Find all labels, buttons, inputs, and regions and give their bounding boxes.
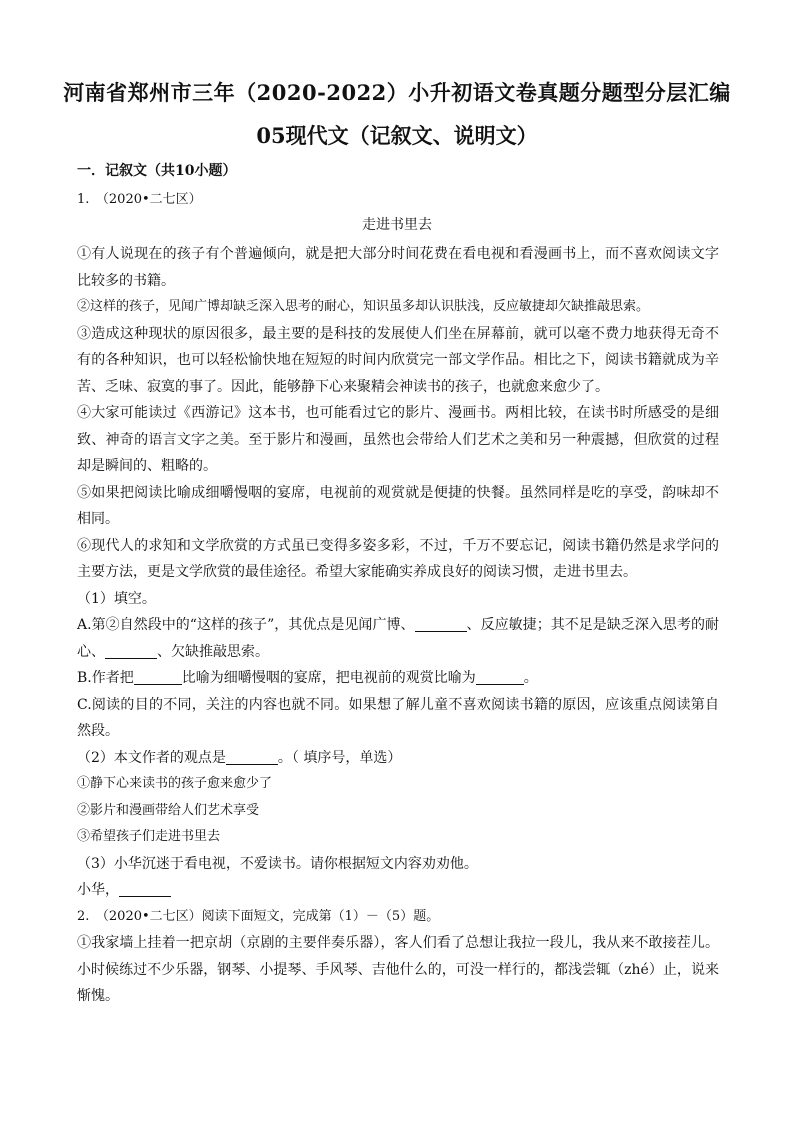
sub-question-1-b (77, 665, 719, 692)
passage-paragraph-1: ①有人说现在的孩子有个普遍倾向，就是把大部分时间花费在看电视和看漫画书上，而不喜欢阅读文字比较多的书籍。 (77, 246, 719, 289)
answer-blank[interactable] (415, 617, 467, 632)
document-subtitle: 05现代文（记叙文、说明文） (256, 123, 538, 148)
option-1: ①静下心来读书的孩子愈来愈少了 (77, 776, 273, 791)
answer-blank[interactable] (119, 882, 171, 897)
answer-blank[interactable] (476, 670, 524, 685)
passage-paragraph-2: ②这样的孩子，见闻广博却缺乏深入思考的耐心，知识虽多却认识肤浅，反应敏捷却欠缺推敲思索。 (77, 299, 650, 314)
sub-question-1-a-text-1: A.第②自然段中的“这样的孩子”，其优点是见闻广博、 (77, 617, 415, 633)
sub-question-3: （3）小华沉迷于看电视，不爱读书。请你根据短文内容劝劝他。 (77, 855, 478, 872)
sub-question-2-text-2: 。（ 填序号，单选） (277, 749, 402, 766)
question-2-label: 2. （2020•二七区）阅读下面短文，完成第（1）－（5）题。 (77, 908, 440, 924)
sub-question-1-c: C.阅读的目的不同，关注的内容也就不同。如果想了解儿童不喜欢阅读书籍的原因，应该重点阅读第自然段。 (77, 696, 719, 739)
section-heading: 一．记叙文（共10小题） (77, 163, 237, 179)
option-3: ③希望孩子们走进书里去 (77, 829, 221, 844)
passage-paragraph-4: ④大家可能读过《西游记》这本书，也可能看过它的影片、漫画书。两相比较，在读书时所感受的是细致、神奇的语言文字之美。至于影片和漫画，虽然也会带给人们艺术之美和另一种震撼，但欣赏的过程却是瞬间的、粗略的。 (77, 405, 719, 474)
answer-blank[interactable] (134, 670, 182, 685)
sub-question-3-answer (77, 877, 719, 904)
passage-paragraph-3: ③造成这种现状的原因很多，最主要的是科技的发展使人们坐在屏幕前，就可以毫不费力地获得无奇不有的各种知识，也可以轻松愉快地在短短的时间内欣赏完一部文学作品。相比之下，阅读书籍就成为辛苦、乏味、寂寞的事了。因此，能够静下心来聚精会神读书的孩子，也就愈来愈少了。 (77, 325, 719, 395)
sub-question-1-a (77, 612, 719, 665)
sub-question-3-answer-prefix: 小华， (77, 882, 119, 898)
option-2: ②影片和漫画带给人们艺术享受 (77, 802, 260, 818)
question-1-label: 1. （2020•二七区） (77, 192, 202, 207)
sub-question-1-b-text-2: 比喻为细嚼慢咽的宴席，把电视前的观赏比喻为 (181, 670, 476, 686)
passage-paragraph-5: ⑤如果把阅读比喻成细嚼慢咽的宴席，电视前的观赏就是便捷的快餐。虽然同样是吃的享受，韵味却不相同。 (77, 484, 719, 527)
sub-question-2 (77, 745, 719, 772)
answer-blank[interactable] (105, 644, 157, 659)
sub-question-1-b-text-1: B.作者把 (77, 670, 134, 686)
answer-blank[interactable] (226, 750, 278, 765)
passage-paragraph-6: ⑥现代人的求知和文学欣赏的方式虽已变得多姿多彩，不过，千万不要忘记，阅读书籍仍然是求学问的主要方法，更是文学欣赏的最佳途径。希望大家能确实养成良好的阅读习惯，走进书里去。 (77, 537, 719, 580)
passage-title: 走进书里去 (362, 217, 432, 233)
sub-question-2-text-1: （2）本文作者的观点是 (77, 749, 226, 766)
document-body (77, 241, 719, 1010)
sub-question-1-b-text-3: 。 (523, 670, 538, 686)
sub-question-1-a-text-3: 、欠缺推敲思索。 (157, 643, 269, 660)
question-2-paragraph-1: ①我家墙上挂着一把京胡（京剧的主要伴奏乐器），客人们看了总想让我拉一段儿，我从来不敢接茬儿。小时候练过不少乐器，钢琴、小提琴、手风琴、吉他什么的，可没一样行的，都浅尝辄（zhé）止，说来惭愧。 (77, 935, 719, 1004)
sub-question-1-label: （1）填空。 (77, 590, 156, 607)
document-title: 河南省郑州市三年（2020-2022）小升初语文卷真题分题型分层汇编 (63, 80, 731, 105)
sub-question-1-a-text-2: 、反应敏捷；其不足是缺乏深入思考的耐心、 (77, 617, 720, 660)
